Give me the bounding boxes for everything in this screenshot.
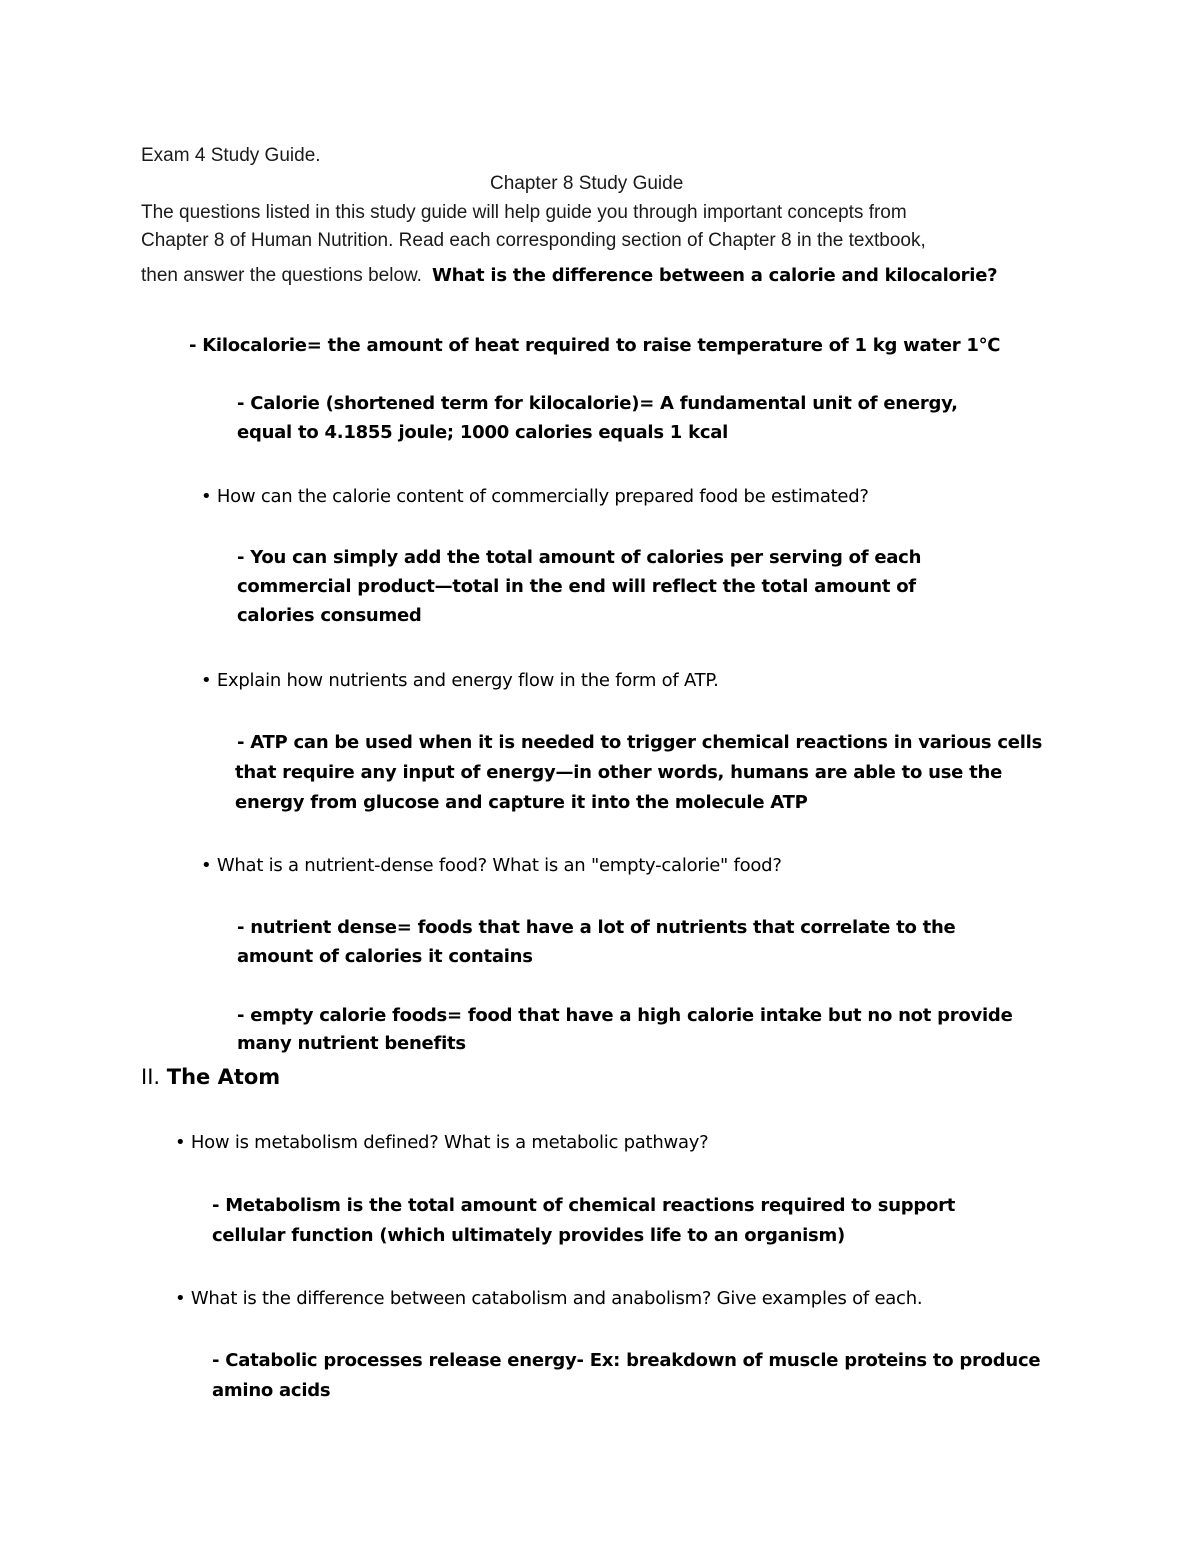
answer-catabolism-line-2: amino acids xyxy=(212,1380,331,1401)
intro-line-3: then answer the questions below. xyxy=(141,265,422,286)
intro-line-1: The questions listed in this study guide will help guide you through important concepts from xyxy=(141,202,907,223)
answer-catabolism-line-1: - Catabolic processes release energy- Ex: breakdown of muscle proteins to produce xyxy=(212,1350,1041,1371)
answer-calorie-content-line-3: calories consumed xyxy=(237,605,422,626)
question-catabolism-anabolism: • What is the difference between catabolism and anabolism? Give examples of each. xyxy=(175,1288,923,1309)
question-calorie-vs-kilocalorie: What is the difference between a calorie and kilocalorie? xyxy=(431,265,998,286)
answer-atp-line-3: energy from glucose and capture it into the molecule ATP xyxy=(235,792,808,813)
answer-calorie-line-1: - Calorie (shortened term for kilocalorie)= A fundamental unit of energy, xyxy=(237,393,958,414)
question-calorie-content: • How can the calorie content of commercially prepared food be estimated? xyxy=(201,486,869,507)
answer-calorie-line-2: equal to 4.1855 joule; 1000 calories equals 1 kcal xyxy=(237,422,729,443)
section-number: II. xyxy=(141,1065,161,1089)
answer-calorie-content-line-2: commercial product—total in the end will reflect the total amount of xyxy=(237,576,916,597)
answer-nutrient-dense-line-1: - nutrient dense= foods that have a lot of nutrients that correlate to the xyxy=(237,917,956,938)
answer-metabolism-line-2: cellular function (which ultimately provides life to an organism) xyxy=(212,1225,845,1246)
answer-atp-line-1: - ATP can be used when it is needed to trigger chemical reactions in various cells xyxy=(237,732,1043,753)
answer-metabolism-line-1: - Metabolism is the total amount of chemical reactions required to support xyxy=(212,1195,956,1216)
answer-kilocalorie: - Kilocalorie= the amount of heat required to raise temperature of 1 kg water 1℃ xyxy=(189,335,1001,356)
question-nutrient-dense: • What is a nutrient-dense food? What is an "empty-calorie" food? xyxy=(201,855,782,876)
answer-empty-calorie-line-1: - empty calorie foods= food that have a high calorie intake but no not provide xyxy=(237,1005,1013,1026)
chapter-title: Chapter 8 Study Guide xyxy=(490,173,684,194)
question-atp: • Explain how nutrients and energy flow in the form of ATP. xyxy=(201,670,719,691)
section-heading xyxy=(141,1065,280,1089)
answer-nutrient-dense-line-2: amount of calories it contains xyxy=(237,946,533,967)
exam-title: Exam 4 Study Guide. xyxy=(141,145,321,166)
answer-empty-calorie-line-2: many nutrient benefits xyxy=(237,1033,466,1054)
section-title: The Atom xyxy=(166,1065,281,1089)
intro-line-2: Chapter 8 of Human Nutrition. Read each corresponding section of Chapter 8 in the textbook, xyxy=(141,230,926,251)
question-metabolism: • How is metabolism defined? What is a metabolic pathway? xyxy=(175,1132,709,1153)
answer-calorie-content-line-1: - You can simply add the total amount of calories per serving of each xyxy=(237,547,922,568)
intro-line-3-row xyxy=(141,265,997,287)
answer-atp-line-2: that require any input of energy—in other words, humans are able to use the xyxy=(235,762,1003,783)
